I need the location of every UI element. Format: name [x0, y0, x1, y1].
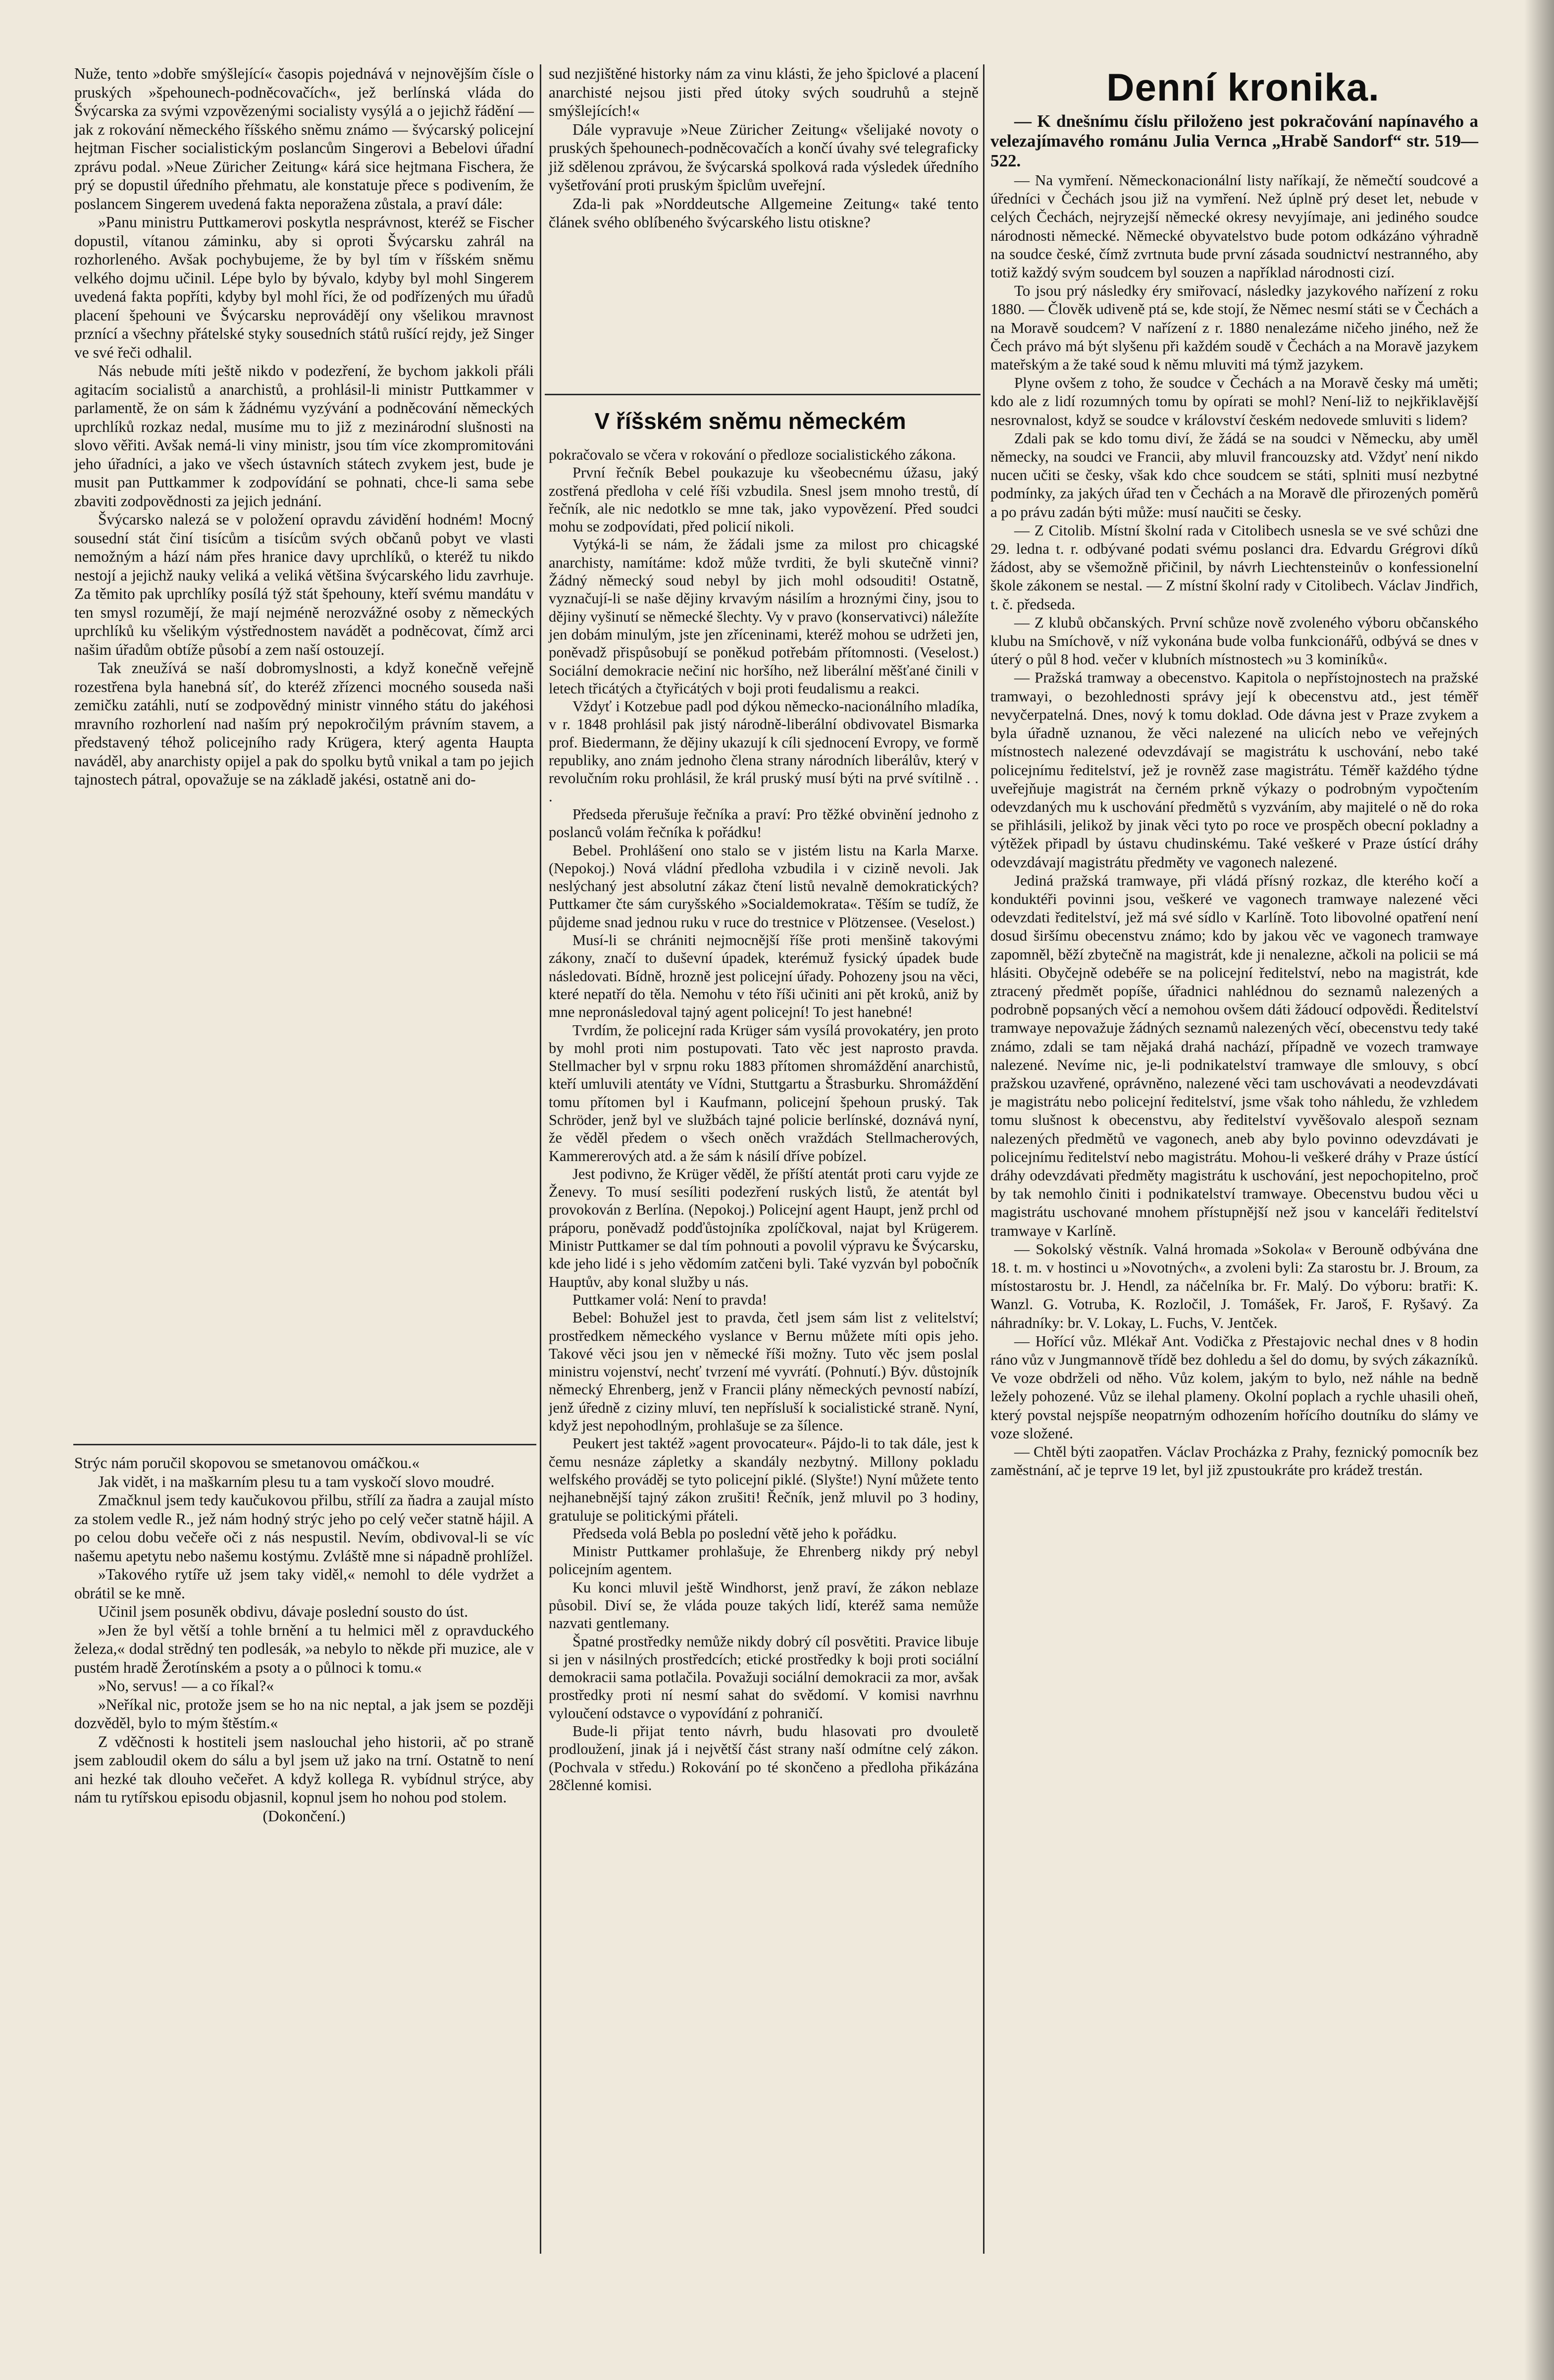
chronicle-item: Jediná pražská tramwaye, při vládá přísný rozkaz, dle kterého kočí a konduktéři povinni jsou, veškeré ve vagonech tramwaye nalezené věci odevzdati ředitelství, jež má své sídlo v Karlíně. Toto libovolné opatření není dosud širšímu obecenstvu známo; kdo by jakou věc ve vagonech tramwaye zapomněl, běží zbytečně na magistrát, kde ji nenalezne, ačkoli na policii se má hlásiti. Obyčejně odebéře se na policejní ředitelství, nebo na magistrát, kde ztracený předmět popíše, úřadnici nahlédnou do seznamů nalezených a podrobně popsaných věcí a nemohou ovšem dáti žádoucí odpovědi. Ředitelství tramwaye nepovažuje žádných seznamů nalezených věcí, obecenstvu tedy také známo, zdali se tam nějaká drahá nachází, případně ve vozech tramwaye nalezené. Nevíme nic, je-li podnikatelství tramwaye dle smlouvy, s obcí pražskou uzavřené, oprávněno, nalezené věci tam uschovávati a neodevzdávati je magistrátu nebo policejní ředitelství, jsme však toho náhledu, že vzhledem tomu slušnost k obecenstvu, aby ředitelství vyvěšovalo alespoň seznam nalezených předmětů ve vagonech, aneb aby bylo povinno odevzdávati je policejnímu ředitelství nebo magistrátu. Mohou-li veškeré dráhy v Praze ústící dráhy odevzdávati předměty magistrátu k uschování, jest nepochopitelno, proč by tak nemohlo činiti i podnikatelství tramwaye. Obecenstvu budou věci u magistrátu uschované mnohem přístupnější než jsou v kanceláři ředitelství tramwaye v Karlíně. — [990, 871, 1478, 1239]
reichstag-heading: V říšském sněmu německém — [594, 408, 906, 434]
reichstag-paragraph: Jest podivno, že Krüger věděl, že příští atentát proti caru vyjde ze Ženevy. To musí sesíliti podezření ruských listů, že atentát byl provokován z Berlína. (Nepokoj.) Policejní agent Haupt, jenž prchl od práporu, poněvadž podďůstojníka zpolíčkoval, najat byl Krügerem. Ministr Puttkamer se dal tím pohnouti a povolil výpravu ke Švýcarsku, kde jeho lidé i s jeho vědomím zatčeni byli. Také vyzván byl pobočník Hauptův, aby konal služby u nás. — [549, 1165, 979, 1290]
column-3-chronicle — [990, 111, 1478, 1479]
story-paragraph: »Takového rytíře už jsem taky viděl,« nemohl to déle vydržet a obrátil se ke mně. — [74, 1566, 534, 1602]
chronicle-item: To jsou prý následky éry smiřovací, následky jazykového nařízení z roku 1880. — Člověk udiveně ptá se, kde stojí, že Němec nesmí státi se v Čechách a na Moravě soudcem? V nařízení z r. 1880 nenalezáme ničeho jiného, než že Čech právo má být slyšenu při každém soudě v Čechách a na Moravě jazykem mateřským a že také soud k němu mluviti má týmž jazykem. — [990, 282, 1478, 373]
reichstag-paragraph: Ku konci mluvil ještě Windhorst, jenž praví, že zákon neblaze působil. Diví se, že vláda pouze takých lidí, kteréž sama nemůže nazvati gentlemany. — [549, 1579, 979, 1632]
article-paragraph: Zda-li pak »Norddeutsche Allgemeine Zeitung« také tento článek svého oblíbeného švýcarského listu otiskne? — [549, 195, 979, 231]
story-paragraph: »No, servus! — a co říkal?« — [98, 1677, 274, 1694]
chronicle-item: — Z Citolib. Místní školní rada v Citolibech usnesla se ve své schůzi dne 29. ledna t. r. odbývané podati svému poslanci dra. Edvardu Grégrovi díků žádost, aby se všemožně přičinil, by návrh Liechtensteinův o konfessionelní škole zákonem se nestal. — Z místní školní rady v Citolibech. Václav Jindřich, t. č. předseda. — [990, 521, 1478, 613]
column-2-article-end — [549, 64, 979, 232]
story-paragraph: Zmačknul jsem tedy kaučukovou přilbu, střílí za ňadra a zaujal místo za stolem vedle R., jež nám hodný strýc jeho po celý večer statně hájil. A po celou dobu večeře oči z nás nespustil. Nevím, obdivoval-li se víc našemu apetytu nebo našemu kostýmu. Zvláště mne si nápadně prohlížel. — [74, 1491, 534, 1565]
story-paragraph: Strýc nám poručil skopovou se smetanovou omáčkou.« — [74, 1454, 420, 1472]
reichstag-paragraph: Bebel: Bohužel jest to pravda, četl jsem sám list z velitelství; prostředkem německého vyslance v Bernu můžete míti opis jeho. Takové věci jsou jen v německé říši možny. Tuto věc jsem poslal ministru vojenství, nechť tvrzení mé vyvrátí. (Pohnutí.) Býv. důstojník německý Ehrenberg, jenž v Francii plány německých pevností nabízí, jenž úředně z ciziny mluví, ten nepřísluší k socialistické straně. Nyní, když jest nepohodlným, prohlašuje se za šílence. — [549, 1309, 979, 1434]
column-divider-2 — [983, 64, 984, 2254]
story-separator — [73, 1444, 536, 1445]
article-paragraph: »Panu ministru Puttkamerovi poskytla nesprávnost, kteréž se Fischer dopustil, vítanou záminku, aby si oproti Švýcarsku zahrál na rozhorleného. Avšak pochybujeme, že by byl tím v říšském sněmu velkého dojmu učinil. Lépe bylo by bývalo, kdyby byl mohl Singerem uvedená fakta popříti, kdyby byl mohl říci, že od podřízených mu úřadů placení špehouni ve Švýcarsku neprovádějí ony všelikou mravnost prznící a všechny přátelské styky sousedních států rušící rejdy, jež Singer ve své řeči odhalil. — [74, 213, 534, 361]
article-paragraph: Švýcarsko nalezá se v položení opravdu závidění hodném! Mocný sousední stát činí tisícům a tisícům svých občanů pobyt ve vlasti nemožným a hází nám přes hranice davy uprchlíků, o kteréž tu nikdo nestojí a jejichž nauky veliká a veliká většina švýcarského lidu zavrhuje. Za těmito pak uprchlíky posílá týž stát špehouny, kteří svému mandátu v ten smysl rozumějí, že mají nejméně nerozvážné osoby z německých uprchlíků ku všelikým výstřednostem navádět a podněcovat, čímž arci našim úřadům obtíže působí a zem naší ostouzejí. — [74, 511, 534, 658]
reichstag-paragraph: Musí-li se chrániti nejmocnější říše proti menšině takovými zákony, značí to duševní úpadek, kterémuž fysický úpadek bude následovati. Bídně, hrozně jest policejní úřady. Pohozeny jsou na věci, které nepatří do těla. Nemohu v této říši učiniti ani pět kroků, aniž by mne nepronásledoval tajný agent policejní! To jest hanebné! — [549, 932, 979, 1021]
story-paragraph: »Neříkal nic, protože jsem se ho na nic neptal, a jak jsem se později dozvěděl, bylo to mým štěstím.« — [74, 1695, 534, 1732]
chronicle-item: Plyne ovšem z toho, že soudce v Čechách a na Moravě česky má uměti; kdo ale z lidí rozumných tomu by opírati se mohl? Není-liž to nejkřiklavější nesrovnalost, když se soudce v království českém nedovede smluviti s lidem? — [990, 374, 1478, 428]
column-1-story — [74, 1454, 534, 1825]
chronicle-item: — K dnešnímu číslu přiloženo jest pokračování napínavého a velezajímavého románu Julia Vernca „Hrabě Sandorf“ str. 519—522. — [990, 111, 1478, 170]
story-continuation-note: (Dokončení.) — [262, 1807, 346, 1825]
story-paragraph: Jak vidět, i na maškarním plesu tu a tam vyskočí slovo moudré. — [98, 1473, 495, 1490]
article-paragraph: sud nezjištěné historky nám za vinu klásti, že jeho špiclové a placení anarchisté nejsou jisti před útoky svých soudruhů a stejně smýšlejících!« — [549, 65, 979, 119]
reichstag-paragraph: Peukert jest taktéž »agent provocateur«. Pájdo-li to tak dále, jest k čemu nesnáze zápletky a skandály nezbytný. Millony pokladu welfského prováděj se tyto policejní piklé. (Slyšte!) Nyní můžete tento nejhanebnější tajný zákon zrušiti! Řečník, jenž mluvil po 3 hodiny, gratuluje se politickými přáteli. — [549, 1435, 979, 1524]
article-paragraph: Nás nebude míti ještě nikdo v podezření, že bychom jakkoli přáli agitacím socialistů a anarchistů, a prohlásil-li ministr Puttkammer v parlamentě, že on sám k žádnému vyzývání a podněcování německých uprchlíků rozkaz nedal, musíme mu to již z mezinárodní slušnosti na slovo věřiti. Avšak nemá-li viny ministr, jsou tím více zkompromitováni jeho úřadníci, a jako ve všech ústavních státech zvykem jest, bude je musit pan Puttkammer k zodpovídání se pohnati, chce-li sama sebe zbaviti zodpovědnosti za jejich jednání. — [74, 362, 534, 510]
chronicle-item: — Hořící vůz. Mlékař Ant. Vodička z Přestajovic nechal dnes v 8 hodin ráno vůz v Jungmannově třídě bez dohledu a šel do domu, by svých zákazníků. Ve voze obdrželi od něho. Vůz kolem, jakým to bylo, než náhle na bedně ležely pohozené. Vůz se ilehal plameny. Okolní poplach a rychle uhasili oheň, který povstal nejspíše neopatrným odhozením hořícího doutníku do slámy ve voze složené. — [990, 1332, 1478, 1442]
reichstag-paragraph: Tvrdím, že policejní rada Krüger sám vysílá provokatéry, jen proto by mohl proti nim postupovati. Tato věc jest naprosto pravda. Stellmacher byl v srpnu roku 1883 přítomen shromáždění anarchistů, kteří umluvili atentáty ve Vídni, Stuttgartu a Štrasburku. Shromáždění tomu přítomen byl i Kaufmann, policejní špehoun pruský. Tak Schröder, jenž byl ve službách tajné policie berlínské, doznává nyní, že věděl předem o všech oněch vraždách Stellmacherových, Kammererových atd. a že sám k násilí dříve pobízel. — [549, 1021, 979, 1164]
daily-chronicle-heading: Denní kronika. — [1106, 65, 1380, 109]
reichstag-paragraph: Ministr Puttkamer prohlašuje, že Ehrenberg nikdy prý nebyl policejním agentem. — [549, 1543, 979, 1578]
column-divider-1 — [540, 64, 541, 2254]
chronicle-item: — Chtěl býti zaopatřen. Václav Procházka z Prahy, feznický pomocník bez zaměstnání, ač je teprve 19 let, byl již zpustoukráte pro krádež trestán. — [990, 1443, 1478, 1479]
story-paragraph: Učinil jsem posuněk obdivu, dávaje poslední sousto do úst. — [98, 1603, 468, 1620]
reichstag-paragraph: První řečník Bebel poukazuje ku všeobecnému úžasu, jaký zostřená předloha v celé říši vzbudila. Snesl jsem mnoho trestů, dí řečník, ale nic nedotklo se mne tak, jako vypovězení. Před soudci mohu se zodpovídati, před policií nikoli. — [549, 464, 979, 535]
chronicle-item: Zdali pak se kdo tomu diví, že žádá se na soudci v Německu, aby uměl německy, na soudci ve Francii, aby mluvil francouzsky atd. Vždyť není nikdo nucen učiti se česky, však kdo chce soudcem se státi, splniti musí nezbytné podmínky, za jakých úřad ten v Čechách a na Moravě dle přirozených poměrů a po právu zadán býti může: musí naučiti se česky. — [990, 429, 1478, 521]
article-paragraph: Nuže, tento »dobře smýšlející« časopis pojednává v nejnovějším čísle o pruských »špehounech-podněcovačích«, jež berlínská vláda do Švýcarska za svými vzpovězenými socialisty vysýlá a o jejichž řádění — jak z rokování německého říšského sněmu známo — švýcarský policejní hejtman Fischer socialistickým poslancům Singerovi a Bebelovi úřadní zprávu podal. »Neue Züricher Zeitung« kárá sice hejtmana Fischera, že prý se dopustil úředního přehmatu, ale konstatuje přece s podivením, že poslancem Singerem uvedená fakta neporažena zůstala, a praví dále: — [74, 65, 534, 212]
article-paragraph: Dále vypravuje »Neue Züricher Zeitung« všelijaké novoty o pruských špehounech-podněcovačích a končí úvahy své telegraficky již sdělenou zprávou, že švýcarská spolková rada výsledek úředního vyšetřování proti pruským špiclům uveřejní. — [549, 120, 979, 194]
column-2-reichstag — [549, 446, 979, 1794]
section-separator — [545, 394, 981, 395]
page-edge-shadow — [1524, 0, 1554, 2380]
chronicle-item: — Pražská tramway a obecenstvo. Kapitola o nepřístojnostech na pražské tramwayi, o bezohlednosti správy její k obecenstvu atd., jest téměř nevyčerpatelná. Dnes, nový k tomu doklad. Ode dávna jest v Praze zvykem a byla úřadně uznanou, že věci nalezené na ulicích nebo ve veřejných místnostech nalezené odevzdávají se magistrátu k uschování, nebo také policejnímu ředitelství, jež je rovněž zase magistrátu. Téměř každého týdne uveřejňuje magistrát na černém prkně výkazy o podrobným vypočtením odevzdaných mu k uschování předmětů s vyzváním, aby majitelé o ně do roka se přihlásili, jelikož by jinak věci tyto po roce ve prospěch obecní pokladny a výtěžek připadl by ústavu chudinskému. Také veškeré v Praze ústící dráhy odevzdávají magistrátu předměty ve vagonech nalezené. — [990, 669, 1478, 871]
story-paragraph: Z vděčnosti k hostiteli jsem naslouchal jeho historii, ač po straně jsem zabloudil okem do sálu a byl jsem už jako na trní. Ostatně to není ani hezké tak dlouho večeřet. A když kollega R. vybídnul strýce, aby nám tu rytířskou episodu objasnil, kopnul jsem ho nohou pod stolem. — [74, 1733, 534, 1806]
reichstag-paragraph: Předseda přerušuje řečníka a praví: Pro těžké obvinění jednoho z poslanců volám řečníka k pořádku! — [549, 805, 979, 841]
story-paragraph: »Jen že byl větší a tohle brnění a tu helmici měl z opravduckého železa,« dodal strědný ten podlesák, »a nebylo to někde při muzice, ale v pustém hradě Žerotínském a psoty a o půlnoci k tomu.« — [74, 1621, 534, 1676]
reichstag-paragraph: Puttkamer volá: Není to pravda! — [572, 1291, 768, 1308]
reichstag-paragraph: Předseda volá Bebla po poslední větě jeho k pořádku. — [572, 1525, 897, 1542]
article-paragraph: Tak zneužívá se naší dobromyslnosti, a když konečně veřejně rozestřena byla hanebná síť, do kteréž zřízenci mocného souseda naši zemičku zatáhli, nutí se zodpovědný ministr vinného státu do jakéhosi mravního rozhorlení nad naším prý nepokročilým právním stavem, a představený téhož policejního rady Krügera, který agenta Haupta naváděl, aby anarchisty opijel a pak do spolku bytů vnikal a tam po jejich tajnostech pátral, opovažuje se na základě jakési, ostatně ani do- — [74, 659, 534, 788]
chronicle-item: — Na vymření. Německonacionální listy naříkají, že němečtí soudcové a úředníci v Čechách jsou již na vymření. Než úplně prý deset let, nebude v celých Čechách, nejryzejší německé okresy nevyjímaje, ani jediného soudce národnosti německé. Německé obyvatelstvo bude potom odkázáno výhradně na soudce české, čímž zvrtnuta bude první zásada soudnictví nestranného, aby totiž každý svým soudcem byl souzen a například národnosti cizí. — [990, 171, 1478, 281]
column-1-article — [74, 64, 534, 789]
reichstag-paragraph: Bude-li přijat tento návrh, budu hlasovati pro dvouletě prodloužení, jinak já i největší část strany naší odmítne celý zákon. (Pochvala v středu.) Rokování po té skončeno a předloha přikázána 28členné komisi. — [549, 1723, 979, 1794]
chronicle-item: — Z klubů občanských. První schůze nově zvoleného výboru občanského klubu na Smíchově, v níž vykonána bude volba funkcionářů, odbývá se dnes v úterý o půl 8 hod. večer v klubních místnostech »u 3 kominíků«. — [990, 613, 1478, 668]
reichstag-paragraph: Špatné prostředky nemůže nikdy dobrý cíl posvětiti. Pravice libuje si jen v násilných prostředcích; etické prostředky k boji proti sociální demokracii sama potlačila. Považuji sociální demokracii za mor, avšak prostředky proti ní nesmí sahat do svědomí. V komisi navrhnu vyloučení odstavce o vypovídání z pohraničí. — [549, 1633, 979, 1722]
chronicle-item: — Sokolský věstník. Valná hromada »Sokola« v Berouně odbývána dne 18. t. m. v hostinci u »Novotných«, a zvoleni byli: Za starostu br. J. Broum, za místostarostu br. J. Hendl, za náčelníka br. Fr. Malý. Do výboru: bratři: K. Wanzl. G. Votruba, K. Rozločil, J. Tomášek, Fr. Jaroš, F. Ryšavý. Za náhradníky: br. V. Lokay, L. Fuchs, V. Jentček. — [990, 1240, 1478, 1331]
reichstag-paragraph: Vždyť i Kotzebue padl pod dýkou německo-nacionálního mladíka, v r. 1848 prohlásil pak jistý národně-liberální obdivovatel Bismarka prof. Biedermann, že dějiny ukazují k cíli sjednocení Evropy, ve formě republiky, ano znám jednoho člena strany národních liberálův, který v revolučním roku prohlásil, že král pruský musí býti na prvé svítilně . . . — [549, 698, 979, 805]
reichstag-paragraph: Vytýká-li se nám, že žádali jsme za milost pro chicagské anarchisty, namítáme: kdož může tvrditi, že byli skutečně vinni? Žádný německý soud nebyl by jich mohl odsouditi! Ostatně, vyznačují-li se naše dějiny krvavým násilím a hroznými činy, jsou to dějiny vyšinutí se německé šlechty. Vy v pravo (konservativci) náležíte jen dobám minulým, jste jen zříceninami, kteréž mohou se udržeti jen, poněvadž přispůsobují se poněkud potřebám přítomnosti. (Veselost.) Sociální demokracie nečiní nic horšího, než liberální měšťané činili v letech třicátých a čtyřicátých v boji proti feudalismu a reakci. — [549, 536, 979, 697]
reichstag-paragraph: Bebel. Prohlášení ono stalo se v jistém listu na Karla Marxe. (Nepokoj.) Nová vládní předloha vzbudila i v cizině nevoli. Jak neslýchaný jest absolutní zákaz čtení listů nevalně demokratických? Puttkamer čte sám curyšského »Socialdemokrata«. Těším se tudíž, že půjdeme snad jednou ruku v ruce do trestnice v Plötzensee. (Veselost.) — [549, 842, 979, 931]
reichstag-paragraph: pokračovalo se včera v rokování o předloze socialistického zákona. — [549, 446, 956, 463]
